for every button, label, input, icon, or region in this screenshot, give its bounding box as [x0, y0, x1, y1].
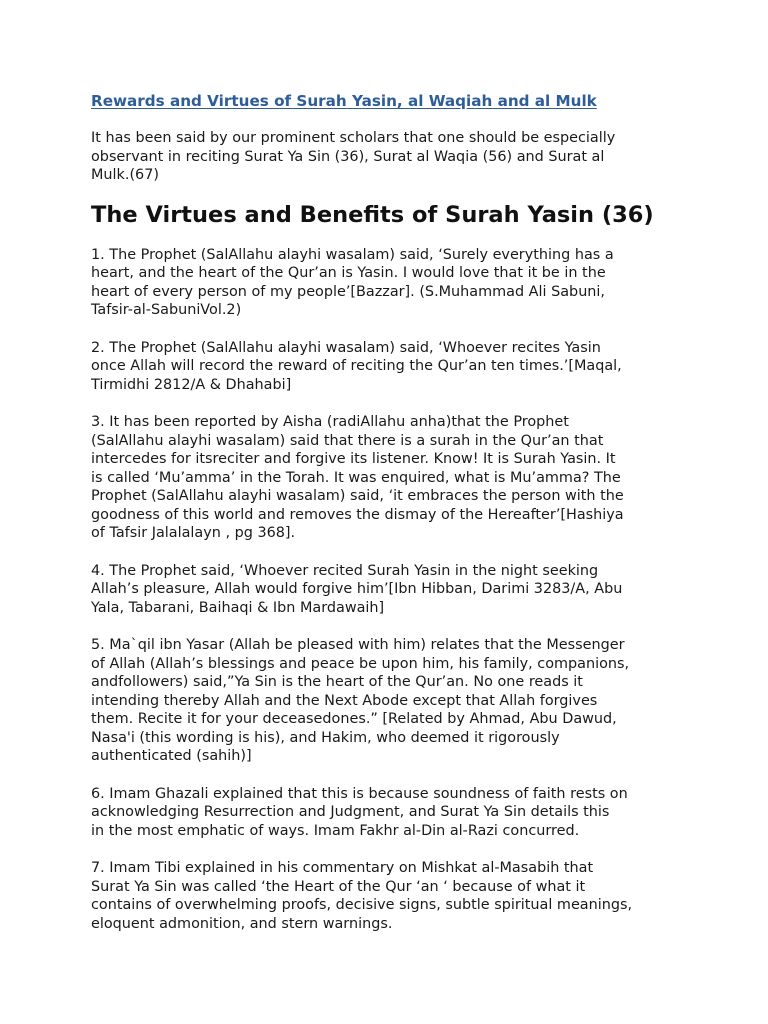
intro-paragraph: It has been said by our prominent scholars that one should be especially observant in reciting Surat Ya Sin (36), Surat al Waqia (56) and Surat al Mulk.(67) — [91, 130, 616, 183]
list-item-1: 1. The Prophet (SalAllahu alayhi wasalam) said, ‘Surely everything has a heart, and the heart of the Qur’an is Yasin. I would love that it be in the heart of every person of my people’[Bazzar]. (S.Muhammad Ali Sabuni, Tafsir-al-SabuniVol.2) — [91, 246, 614, 318]
list-item-3: 3. It has been reported by Aisha (radiAllahu anha)that the Prophet (SalAllahu alayhi wasalam) said that there is a surah in the Qur’an that intercedes for itsreciter and forgive its listener. Know! It is Surah Yasin. It is called ‘Mu’amma’ in the Torah. It was enquired, what is Mu’amma? The Prophet (SalAllahu alayhi wasalam) said, ‘it embraces the person with the goodness of this world and removes the dismay of the Hereafter’[Hashiya of Tafsir Jalalalayn , pg 368]. — [91, 414, 624, 541]
document-title-link[interactable]: Rewards and Virtues of Surah Yasin, al Waqiah and al Mulk — [91, 92, 597, 110]
list-item-4: 4. The Prophet said, ‘Whoever recited Surah Yasin in the night seeking Allah’s pleasure, Allah would forgive him’[Ibn Hibban, Darimi 3283/A, Abu Yala, Tabarani, Baihaqi & Ibn Mardawaih] — [91, 562, 623, 616]
document-page — [91, 90, 691, 952]
list-item-6: 6. Imam Ghazali explained that this is because soundness of faith rests on acknowledging Resurrection and Judgment, and Surat Ya Sin details this in the most emphatic of ways. Imam Fakhr al-Din al-Razi concurred. — [91, 785, 628, 839]
section-heading: The Virtues and Benefits of Surah Yasin (36) — [91, 201, 654, 228]
list-item-7: 7. Imam Tibi explained in his commentary on Mishkat al-Masabih that Surat Ya Sin was called ‘the Heart of the Qur ‘an ‘ because of what it contains of overwhelming proofs, decisive signs, subtle spiritual meanings, eloquent admonition, and stern warnings. — [91, 860, 633, 932]
list-item-5: 5. Ma`qil ibn Yasar (Allah be pleased with him) relates that the Messenger of Allah (Allah’s blessings and peace be upon him, his family, companions, andfollowers) said,”Ya Sin is the heart of the Qur’an. No one reads it intending thereby Allah and the Next Abode except that Allah forgives them. Recite it for your deceasedones.” [Related by Ahmad, Abu Dawud, Nasa'i (this wording is his), and Hakim, who deemed it rigorously authenticated (sahih)] — [91, 637, 630, 764]
list-item-2: 2. The Prophet (SalAllahu alayhi wasalam) said, ‘Whoever recites Yasin once Allah will record the reward of reciting the Qur’an ten times.’[Maqal, Tirmidhi 2812/A & Dhahabi] — [91, 339, 622, 393]
